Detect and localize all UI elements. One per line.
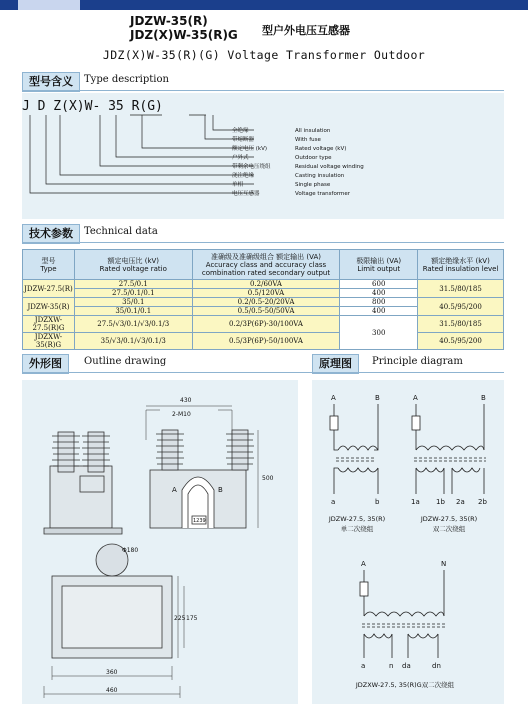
model-line-1: JDZW-35(R) (130, 14, 208, 28)
col-accuracy: 准确级及准确级组合 额定输出 (VA) Accuracy class and accuracy class combination rated secondary output (192, 250, 340, 280)
table-row: JDZW-35(R) 35/0.1 0.2/0.5-20/20VA 800 40.5/95/200 (23, 298, 504, 307)
outline-drawing (22, 380, 298, 704)
type-row-cn: 浇注绝缘 (232, 173, 255, 179)
tech-section-tag: 技术参数 (22, 224, 80, 244)
type-row-cn: 额定电压 (kV) (232, 146, 267, 152)
caption-single-line1: JDZW-27.5, 35(R) (328, 515, 386, 523)
top-banner (0, 0, 528, 10)
dim-430: 430 (180, 397, 192, 404)
terminal-label: a (331, 498, 336, 506)
terminal-label: A (361, 560, 366, 568)
label-a: A (172, 486, 177, 494)
title-en: JDZ(X)W-35(R)(G) Voltage Transformer Outdoor (102, 48, 426, 62)
type-section-tag: 型号含义 (22, 72, 80, 92)
type-row-en: With fuse (295, 137, 321, 143)
company-logo (18, 0, 80, 10)
type-row-en: All insulation (295, 128, 331, 134)
terminal-label: 2a (456, 498, 465, 506)
type-section-en: Type description (84, 74, 169, 85)
type-row-cn: 带熔断器 (232, 137, 255, 143)
divider (22, 372, 504, 373)
right-bushing (82, 432, 110, 472)
type-row-cn: 电压互感器 (232, 191, 260, 197)
outline-section-header (22, 354, 292, 372)
divider (22, 90, 504, 91)
outline-section-tag: 外形图 (22, 354, 69, 374)
dim-460: 460 (106, 687, 118, 694)
type-row-en: Rated voltage (kV) (295, 146, 347, 152)
table-row: JDZW-27.5(R) 27.5/0.1 0.2/60VA 600 31.5/80/185 (23, 280, 504, 289)
side-view (146, 406, 258, 528)
caption-single-line2: 单二次绕组 (340, 525, 374, 533)
principle-section-header (312, 354, 504, 372)
type-row-en: Casting insulation (295, 173, 345, 179)
table-row: JDZXW-35(R)G 35/√3/0.1/√3/0.1/3 0.5/3P(6P)-50/100VA 40.5/95/200 (23, 333, 504, 350)
type-row-en: Voltage transformer (295, 191, 350, 197)
winding-diagram-double (412, 404, 486, 494)
winding-diagram-single (330, 404, 378, 494)
terminal-label: 1b (436, 498, 445, 506)
tech-section-en: Technical data (84, 226, 158, 237)
type-row-en: Outdoor type (295, 155, 332, 161)
terminal-label: dn (432, 662, 441, 670)
type-row-cn: 户外式 (232, 155, 249, 161)
terminal-label: b (375, 498, 380, 506)
type-section-header (22, 72, 504, 90)
terminal-label: 2b (478, 498, 487, 506)
table-row: 27.5/0.1/0.1 0.5/120VA 400 (23, 289, 504, 298)
terminal-label: B (375, 394, 380, 402)
col-ratio: 额定电压比 (kV) Rated voltage ratio (74, 250, 192, 280)
caption-double-line2: 双二次绕组 (432, 525, 466, 533)
outline-section-en: Outline drawing (84, 356, 167, 367)
table-row: 35/0.1/0.1 0.5/0.5-50/50VA 400 (23, 307, 504, 316)
caption-residual: JDZXW-27.5, 35(R)G双二次绕组 (355, 681, 455, 689)
dim-phi180: Φ180 (122, 547, 139, 554)
col-type: 型号 Type (23, 250, 75, 280)
terminal-label: A (413, 394, 418, 402)
front-view (44, 432, 122, 534)
type-code: J D Z(X)W- 35 R(G) (22, 99, 163, 114)
principle-diagram (312, 380, 504, 704)
technical-data-table (22, 249, 504, 350)
terminal-label: B (481, 394, 486, 402)
col-limit: 极限输出 (VA) Limit output (340, 250, 418, 280)
left-bushing (52, 432, 80, 472)
principle-section-tag: 原理图 (312, 354, 359, 374)
side-bushing-left (156, 430, 184, 470)
dim-m10: 2-M10 (172, 411, 191, 418)
model-line-2: JDZ(X)W-35(R)G (130, 28, 238, 42)
dim-360: 360 (106, 669, 118, 676)
label-b: B (218, 486, 223, 494)
col-insulation: 额定绝缘水平 (kV) Rated insulation level (418, 250, 504, 280)
winding-diagram-residual (360, 570, 446, 658)
type-row-cn: 全绝缘 (232, 128, 249, 134)
type-code-leader-lines (22, 93, 504, 219)
terminal-label: n (389, 662, 394, 670)
type-row-en: Residual voltage winding (295, 164, 364, 170)
principle-section-en: Principle diagram (372, 356, 463, 367)
terminal-label: A (331, 394, 336, 402)
nameplate: 1239 (193, 518, 206, 524)
caption-double-line1: JDZW-27.5, 35(R) (420, 515, 478, 523)
dim-225: 225 (174, 615, 186, 622)
type-row-cn: 单相 (232, 182, 244, 188)
type-row-cn: 带剩余电压绕组 (232, 164, 271, 170)
terminal-label: N (441, 560, 447, 568)
divider (22, 242, 504, 243)
terminal-label: da (402, 662, 411, 670)
dim-500: 500 (262, 475, 274, 482)
tech-section-header (22, 224, 504, 242)
terminal-label: 1a (411, 498, 420, 506)
type-row-en: Single phase (295, 182, 331, 188)
title-cn: 型户外电压互感器 (262, 24, 350, 37)
table-row: JDZXW-27.5(R)G 27.5/√3/0.1/√3/0.1/3 0.2/3P(6P)-30/100VA 300 31.5/80/185 (23, 316, 504, 333)
side-bushing-right (226, 430, 254, 470)
dim-175: 175 (186, 615, 198, 622)
terminal-label: a (361, 662, 366, 670)
